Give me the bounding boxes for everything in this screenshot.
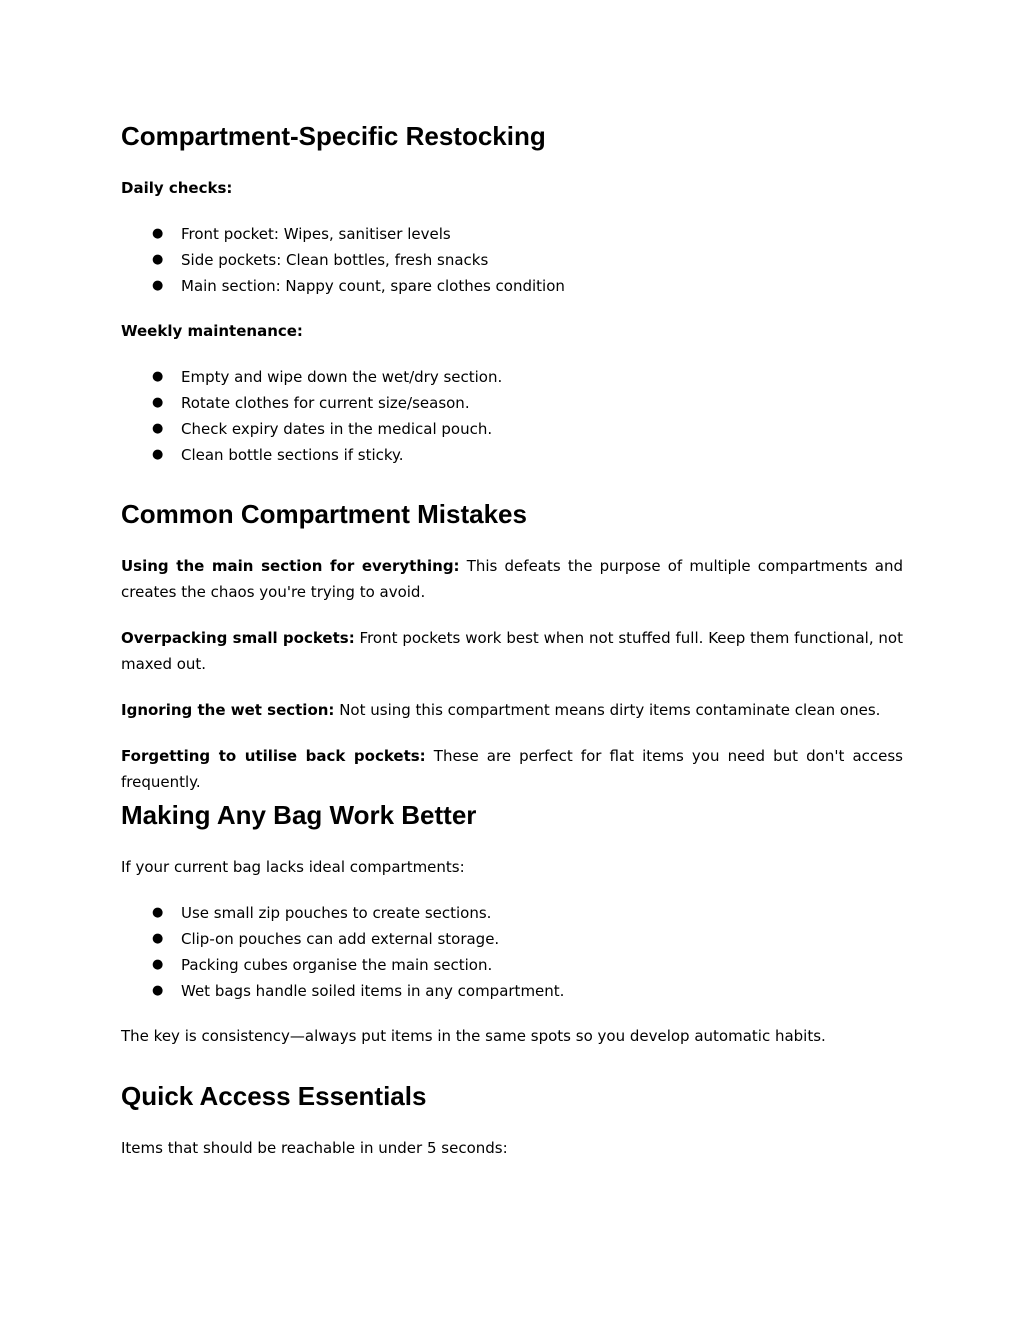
mistake-text: This defeats the purpose of multiple compartments and creates the chaos you're trying to avoid.: [121, 557, 903, 601]
list-item: [121, 442, 903, 468]
list-item-text: Check expiry dates in the medical pouch.: [181, 420, 493, 438]
list-item-text: Packing cubes organise the main section.: [181, 956, 493, 974]
mistake-text: Front pockets work best when not stuffed full. Keep them functional, not maxed out.: [121, 629, 903, 673]
mistake-text: These are perfect for flat items you need but don't access frequently.: [121, 747, 903, 791]
list-item-text: Front pocket: Wipes, sanitiser levels: [181, 225, 451, 243]
list-item: [121, 978, 903, 1004]
mistake-label: Ignoring the wet section:: [121, 701, 335, 719]
daily-checks-label: [121, 175, 903, 201]
weekly-maintenance-label: [121, 318, 903, 344]
list-item: [121, 221, 903, 247]
mistake-paragraph: [121, 625, 903, 677]
heading-mistakes: Common Compartment Mistakes: [121, 499, 527, 529]
mistake-label: Overpacking small pockets:: [121, 629, 355, 647]
bullet-icon: ●: [152, 905, 164, 920]
list-item: [121, 416, 903, 442]
mistake-paragraph: [121, 553, 903, 605]
list-item-text: Clip-on pouches can add external storage.: [181, 930, 500, 948]
list-item-text: Rotate clothes for current size/season.: [181, 394, 470, 412]
list-item: [121, 952, 903, 978]
list-item-text: Clean bottle sections if sticky.: [181, 446, 404, 464]
bullet-icon: ●: [152, 447, 164, 462]
bag-intro: If your current bag lacks ideal compartments:: [121, 858, 465, 876]
mistake-text: Not using this compartment means dirty items contaminate clean ones.: [334, 701, 881, 719]
bullet-icon: ●: [152, 957, 164, 972]
quick-access-intro: Items that should be reachable in under 5 seconds:: [121, 1139, 508, 1157]
list-item: [121, 390, 903, 416]
bullet-icon: ●: [152, 278, 164, 293]
list-item: [121, 926, 903, 952]
list-item: [121, 247, 903, 273]
bullet-icon: ●: [152, 983, 164, 998]
heading-quick-access: Quick Access Essentials: [121, 1081, 427, 1111]
bag-tips-list: [121, 900, 903, 1004]
list-item: [121, 900, 903, 926]
list-item: [121, 273, 903, 299]
mistake-paragraph: [121, 697, 903, 723]
bullet-icon: ●: [152, 369, 164, 384]
list-item-text: Use small zip pouches to create sections.: [181, 904, 492, 922]
bullet-icon: ●: [152, 931, 164, 946]
heading-bag-work-better: Making Any Bag Work Better: [121, 800, 477, 830]
daily-checks-list: [121, 221, 903, 299]
heading-restocking: Compartment-Specific Restocking: [121, 121, 546, 151]
bullet-icon: ●: [152, 226, 164, 241]
list-item: [121, 364, 903, 390]
list-item-text: Wet bags handle soiled items in any compartment.: [181, 982, 565, 1000]
weekly-maintenance-label-text: Weekly maintenance:: [121, 322, 303, 340]
mistake-label: Forgetting to utilise back pockets:: [121, 747, 426, 765]
list-item-text: Main section: Nappy count, spare clothes condition: [181, 277, 565, 295]
mistake-label: Using the main section for everything:: [121, 557, 460, 575]
bullet-icon: ●: [152, 395, 164, 410]
bullet-icon: ●: [152, 252, 164, 267]
mistake-paragraph: [121, 743, 903, 795]
list-item-text: Side pockets: Clean bottles, fresh snacks: [181, 251, 489, 269]
bullet-icon: ●: [152, 421, 164, 436]
list-item-text: Empty and wipe down the wet/dry section.: [181, 368, 503, 386]
bag-closing: The key is consistency—always put items in the same spots so you develop automatic habits.: [121, 1027, 826, 1045]
daily-checks-label-text: Daily checks:: [121, 179, 233, 197]
weekly-maintenance-list: [121, 364, 903, 468]
